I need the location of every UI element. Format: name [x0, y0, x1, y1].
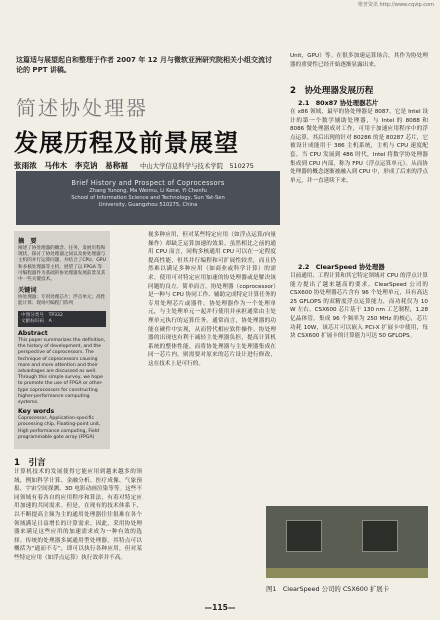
abstract-sidebar	[14, 231, 110, 449]
english-affiliation-2: University, Guangzhou 510275, China	[98, 202, 198, 208]
subsection-2-2-text: 目前通用、工程计算和其它特定领域对 CPU 的浮点计算能力提出了越来越高的要求。ClearSpeed 公司的 CSX600 协处理器芯片含有 96 个处理单元，具有高达 25 GFLOPS 的双精度浮点运算能力，而功耗仅为 10 W 左右。CSX600 芯片基于 130 nm 工艺制程，1.28 亿晶体管。集成 96 个频率为 250 MHz 的核心，芯片功耗 10W，该芯片可以嵌入 PCI-X 扩展卡中使用，每块 CSX600 扩展卡的计算能力可达 50 GFLOPS。	[290, 273, 428, 340]
section2-heading: 2 协处理器发展历程	[290, 86, 374, 96]
chip-right	[362, 520, 398, 552]
keywords-cn-label: 关键词	[18, 287, 37, 295]
intro-heading: 1 引言	[14, 458, 46, 468]
subsection-2-1-text: 在 x86 领域，最早的协处理器是 8087，它是 Intel 设计的第一个数学辅助处理器，与 Intel 的 8088 和 8086 微处理器成对工作，可用于加速应用程序中的浮点运算。其后出现的针对 80286 的是 80287 芯片，它被设计成能用于 386 主机系统，主机与 CPU 速度配套。当 CPU 发展到 486 时代，Intel 将数学协处理器集成到 CPU 内部，称为 FPU（浮点运算单元）。从而协处理器的概念逐渐被融入到 CPU 中，形成了后来的浮点单元，并一直延续下来。	[290, 109, 428, 184]
page-number: —115—	[204, 603, 236, 612]
intro-text: 计算机技术的发展使得它能应用到越来越多的领域，例如科学计算、金融分析、医疗成像、气象预报、宇宙空间探测、3D 电影动画渲染等等。这些不同领域有着各自的应用程序和算法，有着对特定应用加速的共同需求。但是，在现有的技术体系下，以不断提高主频为主的通用处理器往往很难在各个领域满足日益增长的计算需求。因此，采用协处理器来满足这些应用的加速需求成为一种有效的选择。传统的处理器多属通用型处理器，其特点可以概括为“通而不专”，即可以执行各种应用，但对某些特定应用（如浮点运算）执行效率并不高。	[14, 469, 142, 561]
english-authors: Zhang Yunong, Ma Weimu, Li Kene, Yi Chenfu	[89, 188, 207, 194]
figure-photo	[266, 506, 428, 578]
english-title: Brief History and Prospect of Coprocessors	[71, 179, 225, 187]
doc-code: 文献标识码 A	[21, 318, 52, 324]
header-note: 这篇适与展望起自和整理于作者 2007 年 12 月与微软亚洲研究院相关小组交流讨论的 PPT 讲稿。	[16, 56, 272, 74]
abstract-cn-text: 阐述了协处理器的概念、任务、发展历程和现状，探讨了协处理器之间以及协处理器与主机的并行运算问题，并结合了CPU、GPU和多核处理器等主机，展望了以 FPGA 等可编程器件为基础的协处理器发展前景及其中一些关键技术。	[18, 246, 106, 283]
english-affiliation-1: School of Information Science and Technology, Sun Yat-Sen	[71, 195, 225, 201]
category-title: 简述协处理器	[16, 96, 148, 120]
watermark: 维普资讯 http://www.cqvip.com	[357, 2, 434, 8]
figure-caption: 图1 ClearSpeed 公司的 CSX600 扩展卡	[266, 585, 390, 593]
chip-left	[286, 520, 322, 552]
abstract-cn-label: 摘 要	[18, 238, 37, 245]
page-title: 发展历程及前景展望	[14, 128, 239, 157]
keywords-en-label: Key words	[18, 408, 55, 416]
keywords-en: Coprocessor, Application-specific processing chip, Floating-point unit, High performance computing, Field programmable gate array (FPGA)	[18, 416, 101, 440]
subsection-2-1-heading: 2.1 80x87 协处理器芯片	[298, 99, 379, 107]
affiliation: 中山大学信息科学与技术学院 510275	[140, 162, 254, 170]
card-connector	[266, 568, 428, 578]
clc-number: 中图分类号 TP332	[21, 312, 63, 318]
authors: 张雨浓 马伟木 李克讷 易称福	[14, 161, 128, 170]
keywords-cn: 协处理器；专用处理芯片；浮点单元；高性能计算；现场可编程门阵列	[18, 295, 106, 307]
abstract-en-label: Abstract	[18, 330, 48, 338]
abstract-en-text: This paper summarizes the definition, the history of development, and the perspective of coprocessors. The technique of coprocessors causing more and more attention and their advantages are discussed as well. Through this simple survey, we hope to promote the use of FPGA or other-type coprocessors for constructing higher-performance computing systems.	[18, 338, 106, 406]
right-column-top-text: Unit，GPU）等。在很多加速运算场合，其作为协处理器的重要性已经开始逐渐显露出来。	[290, 53, 428, 68]
english-title-box	[16, 171, 280, 225]
subsection-2-2-heading: 2.2 ClearSpeed 协处理器	[298, 263, 385, 271]
middle-column-text: 视多种应用，但对某些特定应用（如浮点运算/向量操作）却缺乏运算加速的效果。虽然相比之前的通用 CPU 而言，同构多核通用 CPU 可以在一定程度提高性能，但其并行编程和可扩展性较差，而且仍然难以满足多种应用（如商业或科学计算）的需求。使用可对特定应用加速的协处理器或是解决该问题的良方。简单而言，协处理器（coprocessor）是一种与 CPU 协同工作、辅助完成特定计算任务的专用处理芯片或器件。协处理器作为一个处理单元，与主处理单元一起并行使用并承担通常由主处理单元执行的运算任务。通常而言，协处理器的功能在硬件中实现，从而替代相应软件操作。协处理器的出现也有利于减轻主处理器负担，提高计算机系统的整体性能。而将协处理器与主处理器集成在同一芯片内，则需要对原来的芯片设计进行修改，这在技术上是可行的。	[148, 232, 276, 367]
